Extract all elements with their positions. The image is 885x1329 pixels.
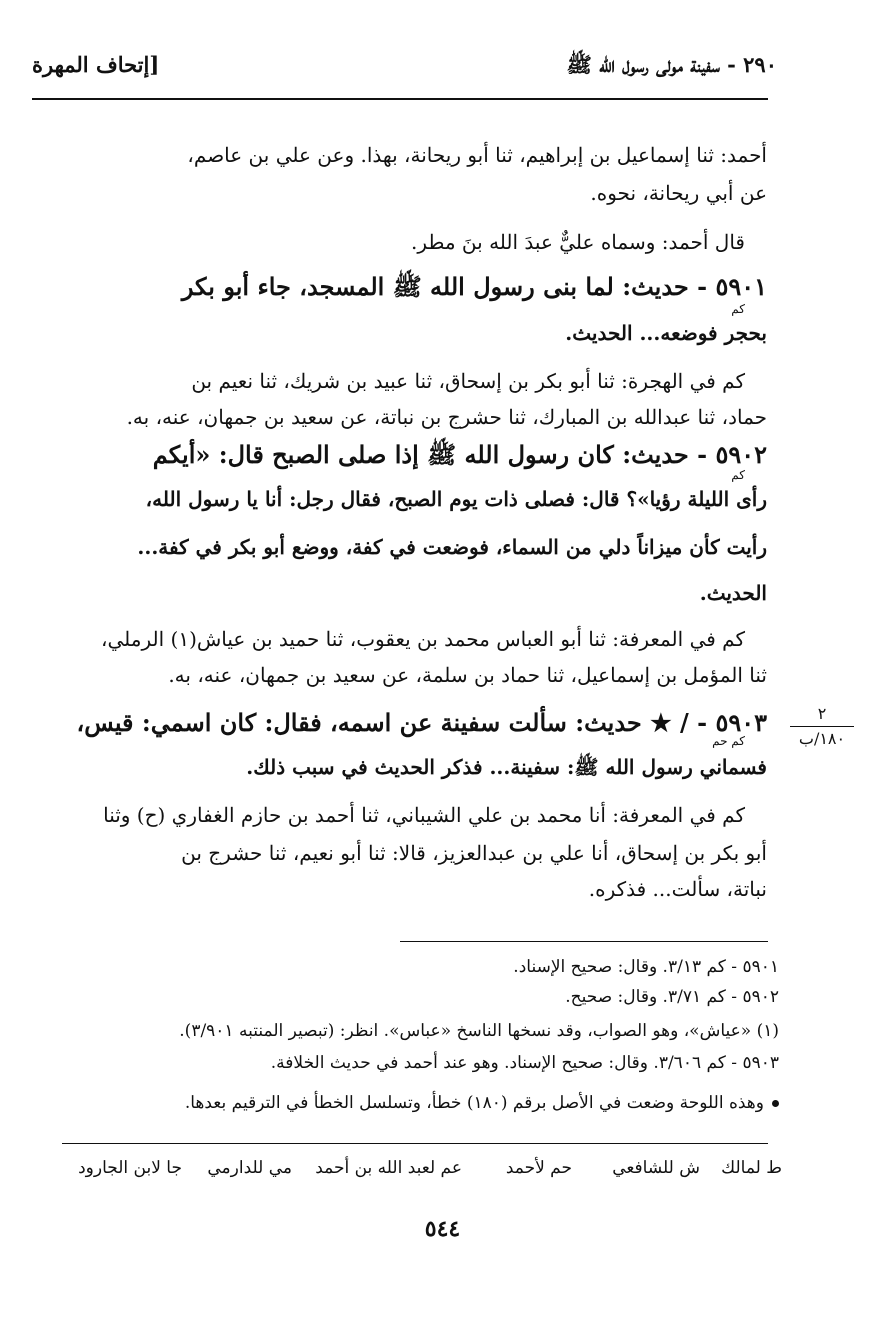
text-line: أحمد: ثنا إسماعيل بن إبراهيم، ثنا أبو ريحانة، بهذا. وعن علي بن عاصم، bbox=[187, 143, 767, 167]
text-line: حماد، ثنا عبدالله بن المبارك، ثنا حشرج بن نباتة، عن سعيد بن جمهان، عنه، به. bbox=[126, 405, 767, 429]
abbr-item: جا لابن الجارود bbox=[78, 1158, 182, 1178]
abbr-item: ش للشافعي bbox=[612, 1158, 700, 1178]
text-line: قال أحمد: وسماه عليٌّ عبدَ الله بنَ مطر. bbox=[411, 230, 745, 254]
source-siglum: كم bbox=[731, 468, 745, 482]
footnote-bullet-note bbox=[185, 1090, 779, 1116]
margin-plate-number: ٢ bbox=[817, 704, 827, 723]
footnote-text: وهذه اللوحة وضعت في الأصل برقم (١٨٠) خطأ، وتسلسل الخطأ في الترقيم بعدها. bbox=[184, 1093, 764, 1113]
text-line: ثنا المؤمل بن إسماعيل، ثنا حماد بن سلمة، عن سعيد بن جمهان، عنه، به. bbox=[168, 663, 767, 687]
abbr-item: ط لمالك bbox=[721, 1158, 782, 1178]
abbr-item: عم لعبد الله بن أحمد bbox=[315, 1158, 462, 1178]
hadith-heading-5902: ٥٩٠٢ - حديث: كان رسول الله ﷺ إذا صلى الصبح قال: «أيكم bbox=[152, 440, 767, 469]
margin-note bbox=[790, 704, 854, 749]
footnote-divider bbox=[400, 941, 768, 942]
source-siglum: كم حم bbox=[712, 734, 745, 748]
abbr-item: حم لأحمد bbox=[505, 1158, 572, 1178]
page-number: ٥٤٤ bbox=[424, 1216, 461, 1242]
footnote: ٥٩٠٢ - كم ٣/٧١. وقال: صحيح. bbox=[565, 987, 779, 1007]
text-line: كم في المعرفة: أنا محمد بن علي الشيباني، ثنا أحمد بن حازم الغفاري (ح) وثنا bbox=[103, 803, 745, 827]
abbreviations-divider bbox=[62, 1143, 768, 1144]
text-line: فسماني رسول الله ﷺ: سفينة... فذكر الحديث في سبب ذلك. bbox=[246, 755, 767, 779]
footnote: ٥٩٠٣ - كم ٣/٦٠٦. وقال: صحيح الإسناد. وهو عند أحمد في حديث الخلافة. bbox=[270, 1053, 779, 1073]
margin-folio-ref: ١٨٠/ب bbox=[798, 729, 846, 748]
chapter-title: ٢٩٠ - سفينة مولى رسول الله ﷺ bbox=[566, 52, 777, 77]
book-title: [إتحاف المهرة bbox=[32, 52, 160, 77]
text-line: عن أبي ريحانة، نحوه. bbox=[590, 181, 767, 205]
header-divider bbox=[32, 98, 768, 100]
text-line: كم في المعرفة: ثنا أبو العباس محمد بن يعقوب، ثنا حميد بن عياش(١) الرملي، bbox=[101, 627, 745, 651]
margin-divider bbox=[790, 726, 854, 727]
text-line: نباتة، سألت... فذكره. bbox=[588, 877, 767, 901]
hadith-heading-5903: ٥٩٠٣ - / ★ حديث: سألت سفينة عن اسمه، فقال: كان اسمي: قيس، bbox=[76, 708, 767, 737]
text-line: كم في الهجرة: ثنا أبو بكر بن إسحاق، ثنا عبيد بن شريك، ثنا نعيم بن bbox=[191, 369, 745, 393]
footnote: ٥٩٠١ - كم ٣/١٣. وقال: صحيح الإسناد. bbox=[513, 957, 779, 977]
hadith-heading-5901: ٥٩٠١ - حديث: لما بنى رسول الله ﷺ المسجد، جاء أبو بكر bbox=[181, 272, 767, 301]
text-line: أبو بكر بن إسحاق، أنا علي بن عبدالعزيز، قالا: ثنا أبو نعيم، ثنا حشرج بن bbox=[181, 841, 767, 865]
text-line: رأى الليلة رؤيا»؟ قال: فصلى ذات يوم الصبح، فقال رجل: أنا يا رسول الله، bbox=[145, 487, 767, 511]
text-line: بحجر فوضعه... الحديث. bbox=[565, 321, 767, 345]
text-line: الحديث. bbox=[699, 581, 767, 605]
bullet-icon bbox=[772, 1100, 779, 1107]
footnote: (١) «عياش»، وهو الصواب، وقد نسخها الناسخ «عباس». انظر: (تبصير المنتبه ٣/٩٠١). bbox=[179, 1021, 779, 1041]
text-line: رأيت كأن ميزاناً دلي من السماء، فوضعت في كفة، ووضع أبو بكر في كفة... bbox=[137, 535, 767, 559]
abbr-item: مي للدارمي bbox=[207, 1158, 292, 1178]
running-header bbox=[32, 52, 777, 92]
source-siglum: كم bbox=[731, 302, 745, 316]
abbreviations-key bbox=[62, 1158, 782, 1188]
